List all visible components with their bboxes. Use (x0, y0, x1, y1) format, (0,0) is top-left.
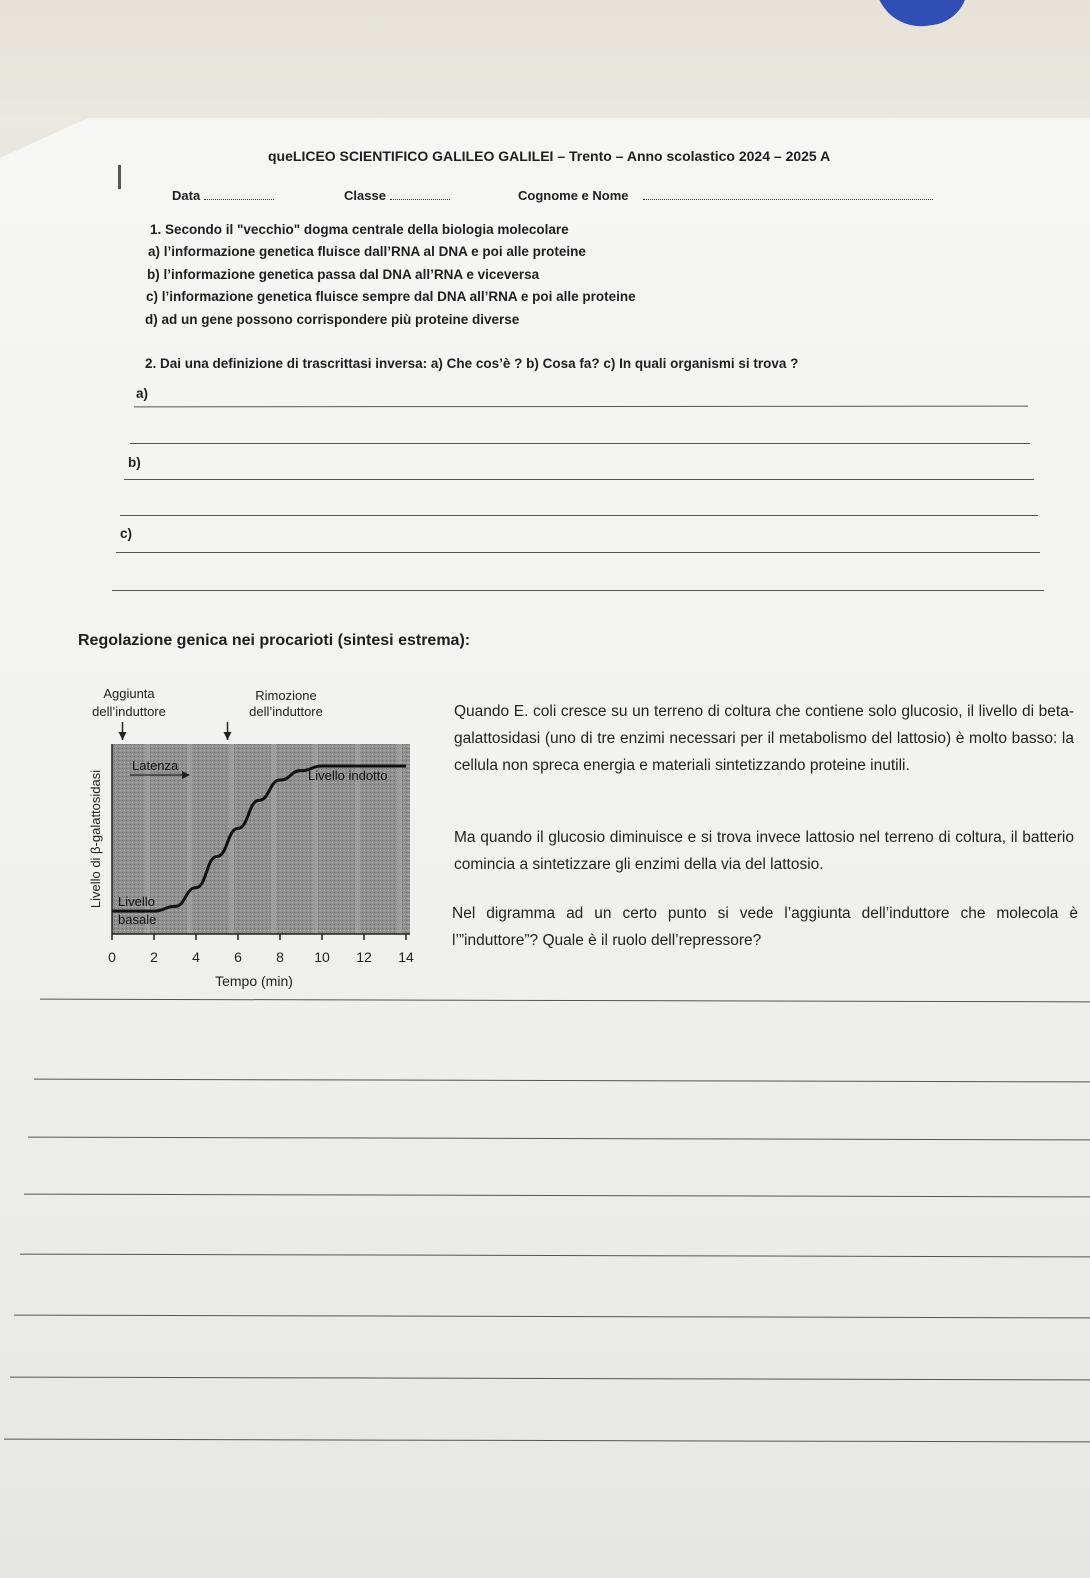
lac-induction-chart (72, 682, 422, 994)
question-1: 1. Secondo il "vecchio" dogma centrale della biologia molecolare (150, 222, 569, 237)
x-tick-label: 8 (276, 949, 284, 965)
question-2: 2. Dai una definizione di trascrittasi inversa: a) Che cos’è ? b) Cosa fa? c) In quali organismi si trova ? (145, 356, 799, 371)
class-field (344, 188, 450, 203)
answer-line (120, 515, 1038, 516)
annotation-remove-inductor-line2: dell’induttore (249, 704, 323, 719)
q2-label-a: a) (136, 386, 149, 401)
paragraph-3-text: Nel digramma ad un certo punto si vede l’aggiunta dell’induttore che molecola è l’”induttore”? Quale è il ruolo dell’repressore? (452, 905, 1078, 949)
plot-band (397, 744, 402, 934)
y-axis-label: Livello di β-galattosidasi (88, 769, 103, 909)
annotation-remove-inductor-line1: Rimozione (255, 688, 317, 703)
annotation-basal-level-line2: basale (118, 912, 157, 927)
name-field (518, 188, 933, 203)
x-tick-label: 2 (150, 949, 158, 965)
x-axis-label: Tempo (min) (215, 973, 293, 989)
q1-option-b: b) l’informazione genetica passa dal DNA all’RNA e viceversa (147, 267, 540, 282)
q2-label-c: c) (120, 526, 133, 541)
annotation-latency: Latenza (132, 758, 179, 773)
q1-option-a: a) l’informazione genetica fluisce dall’RNA al DNA e poi alle proteine (148, 244, 586, 259)
annotation-add-inductor-line1: Aggiunta (103, 686, 155, 701)
plot-band (271, 744, 276, 934)
class-blank (390, 188, 450, 200)
section-title: Regolazione genica nei procarioti (sintesi estrema): (78, 632, 471, 649)
paragraph-1-text: Quando E. coli cresce su un terreno di coltura che contiene solo glucosio, il livello di beta-galattosidasi (uno di tre enzimi necessari per il metabolismo del lattosio) è molto basso: la cellula non spreca energia e materiali sintetizzando proteine inutili. (454, 703, 1074, 774)
date-blank (204, 188, 274, 200)
answer-line (116, 552, 1040, 553)
class-label: Classe (344, 188, 386, 203)
answer-line (112, 590, 1044, 591)
school-header-title: queLICEO SCIENTIFICO GALILEO GALILEI – Trento – Anno scolastico 2024 – 2025 A (268, 148, 831, 164)
annotation-basal-level-line1: Livello (118, 894, 155, 909)
plot-band (187, 744, 192, 934)
name-blank (643, 188, 933, 200)
x-tick-label: 14 (398, 949, 414, 965)
answer-line (124, 479, 1034, 480)
name-label: Cognome e Nome (518, 188, 629, 203)
date-field (172, 188, 274, 203)
annotation-induced-level: Livello indotto (308, 768, 388, 783)
remove-inductor-arrow-head (224, 732, 232, 740)
add-inductor-arrow-head (119, 732, 127, 740)
x-tick-label: 0 (108, 949, 116, 965)
answer-line (130, 443, 1030, 444)
x-axis-ticks (108, 934, 414, 965)
paragraph-2 (454, 824, 1074, 878)
x-tick-label: 10 (314, 949, 330, 965)
q1-option-d: d) ad un gene possono corrispondere più proteine diverse (145, 312, 520, 327)
x-tick-label: 4 (192, 949, 200, 965)
date-label: Data (172, 188, 201, 203)
paragraph-2-text: Ma quando il glucosio diminuisce e si trova invece lattosio nel terreno di coltura, il batterio comincia a sintetizzare gli enzimi della via del lattosio. (454, 829, 1074, 873)
q2-label-b: b) (128, 455, 141, 470)
q1-option-c: c) l’informazione genetica fluisce sempre dal DNA all’RNA e poi alle proteine (146, 289, 636, 304)
paragraph-1 (454, 698, 1074, 779)
annotation-add-inductor-line2: dell’induttore (92, 704, 166, 719)
paragraph-3 (452, 900, 1078, 954)
x-tick-label: 12 (356, 949, 372, 965)
x-tick-label: 6 (234, 949, 242, 965)
margin-mark (118, 165, 121, 189)
